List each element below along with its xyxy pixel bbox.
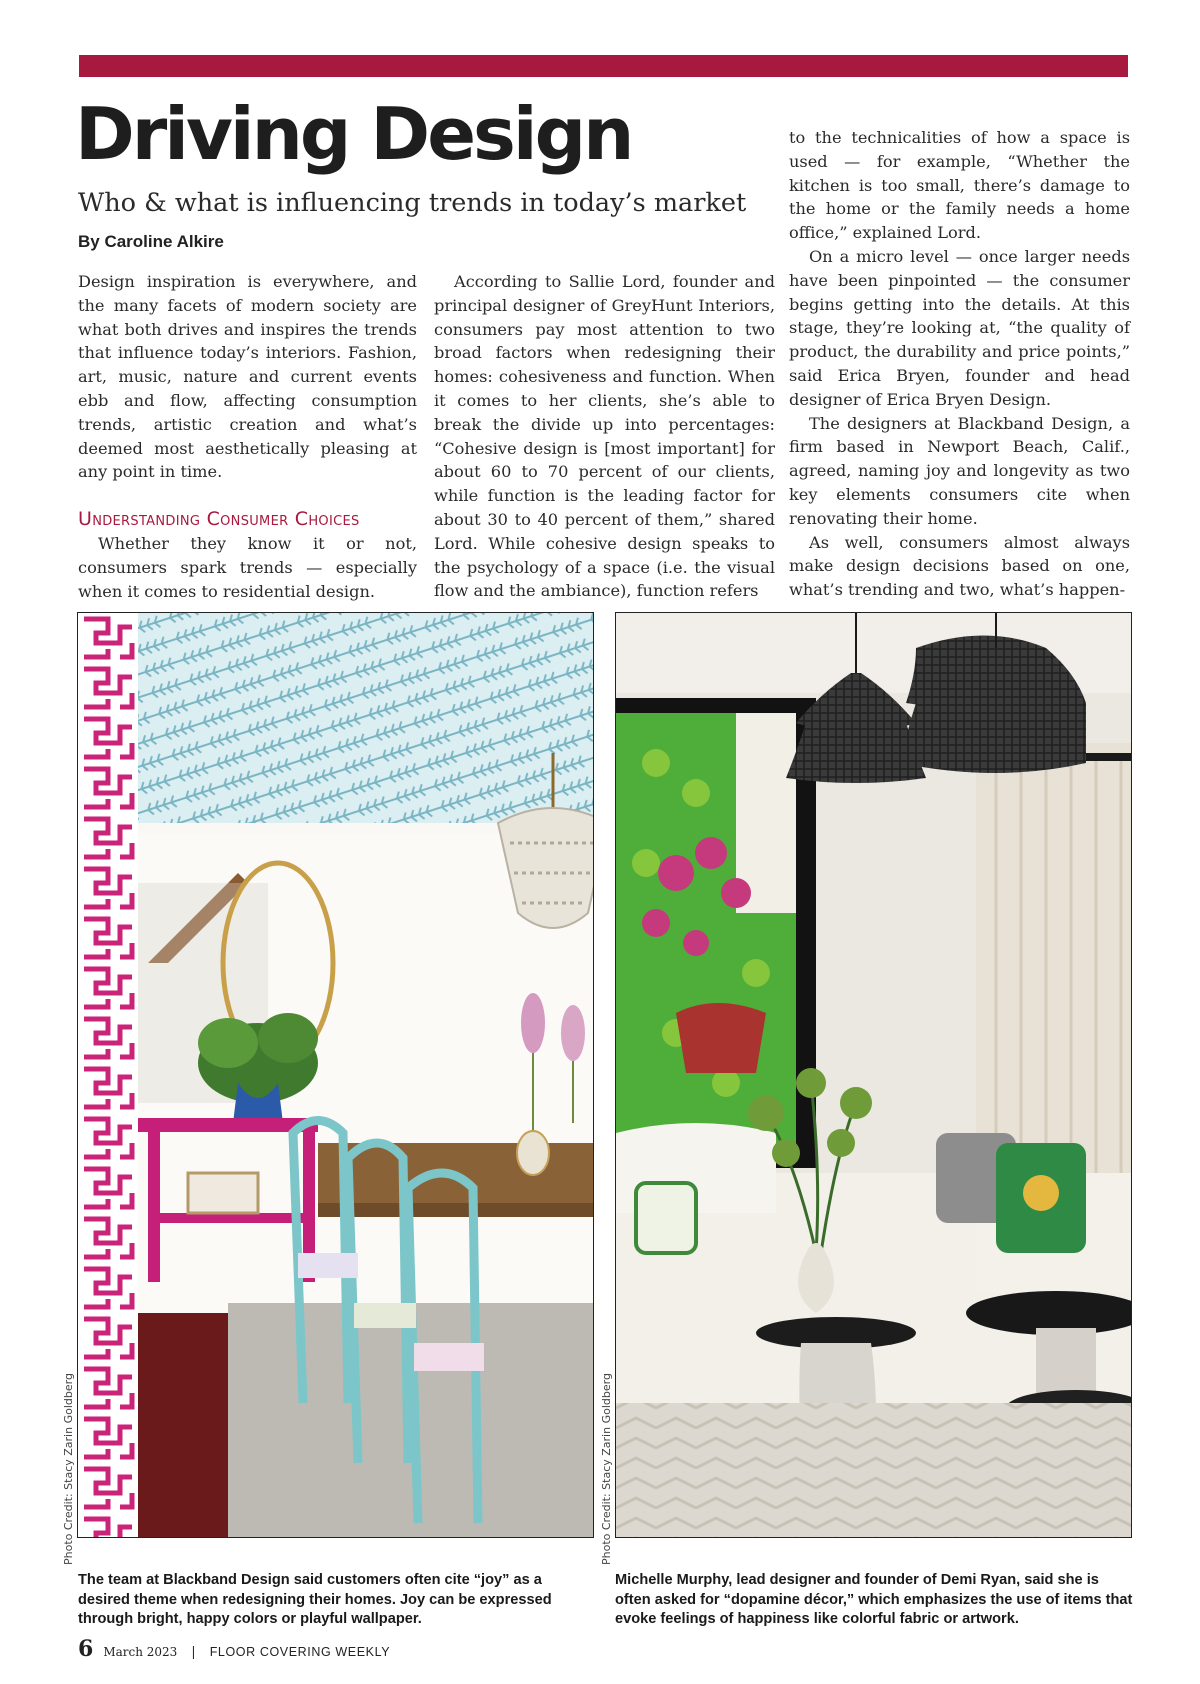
article-subtitle: Who & what is influencing trends in today’s market (78, 188, 747, 218)
issue-date: March 2023 (103, 1645, 178, 1659)
photo-dining-room (77, 612, 594, 1538)
page-number: 6 (78, 1636, 94, 1662)
article-column-2 (434, 270, 775, 603)
article-column-3 (789, 126, 1130, 602)
section-heading: Understanding Consumer Choices (78, 508, 360, 531)
header-accent-bar (79, 55, 1128, 77)
footer-separator: | (191, 1645, 196, 1660)
paragraph: Design inspiration is everywhere, and the many facets of modern society are what both drives and inspires the trends that influence today’s interiors. Fashion, art, music, nature and current events ebb and flow, affecting consumption trends, artistic creation and what’s deemed most aesthetically pleasing at any point in time. (78, 272, 417, 482)
photo-credit: Photo Credit: Stacy Zarin Goldberg (62, 1373, 75, 1565)
publication-name: FLOOR COVERING WEEKLY (209, 1645, 391, 1659)
page-footer (78, 1636, 390, 1662)
article-title: Driving Design (75, 92, 632, 176)
photo-caption-right: Michelle Murphy, lead designer and founder of Demi Ryan, said she is often asked for “dopamine décor,” which emphasizes the use of items that evoke feelings of happiness like colorful fabric or artwork. (615, 1572, 1133, 1628)
paragraph: Whether they know it or not, consumers spark trends — especially when it comes to residential design. (78, 533, 417, 601)
paragraph: According to Sallie Lord, founder and principal designer of GreyHunt Interiors, consumers pay most attention to two broad factors when redesigning their homes: cohesiveness and function. When it comes to her clients, she’s able to break the divide up into percentages: “Cohesive design is [most important] for about 60 to 70 percent of our clients, while function is the leading factor for about 30 to 40 percent of them,” shared Lord. While cohesive design speaks to the psychology of a space (i.e. the visual flow and the ambiance), function refers (434, 272, 775, 601)
paragraph: As well, consumers almost always make design decisions based on one, what’s trending and two, what’s happen- (789, 532, 1130, 600)
photo-credit: Photo Credit: Stacy Zarin Goldberg (600, 1373, 613, 1565)
photo-living-room (615, 612, 1132, 1538)
paragraph: The designers at Blackband Design, a firm based in Newport Beach, Calif., agreed, naming joy and longevity as two key elements consumers cite when renovating their home. (789, 413, 1130, 528)
photo-caption-left: The team at Blackband Design said customers often cite “joy” as a desired theme when redesigning their homes. Joy can be expressed through bright, happy colors or playful wallpaper. (78, 1572, 552, 1628)
paragraph: to the technicalities of how a space is used — for example, “Whether the kitchen is too small, there’s damage to the home or the family needs a home office,” explained Lord. (789, 128, 1130, 243)
paragraph: On a micro level — once larger needs have been pinpointed — the consumer begins getting into the details. At this stage, they’re looking at, “the quality of product, the durability and price points,” said Erica Bryen, founder and head designer of Erica Bryen Design. (789, 246, 1130, 409)
article-column-1 (78, 270, 417, 603)
article-byline: By Caroline Alkire (78, 232, 224, 251)
